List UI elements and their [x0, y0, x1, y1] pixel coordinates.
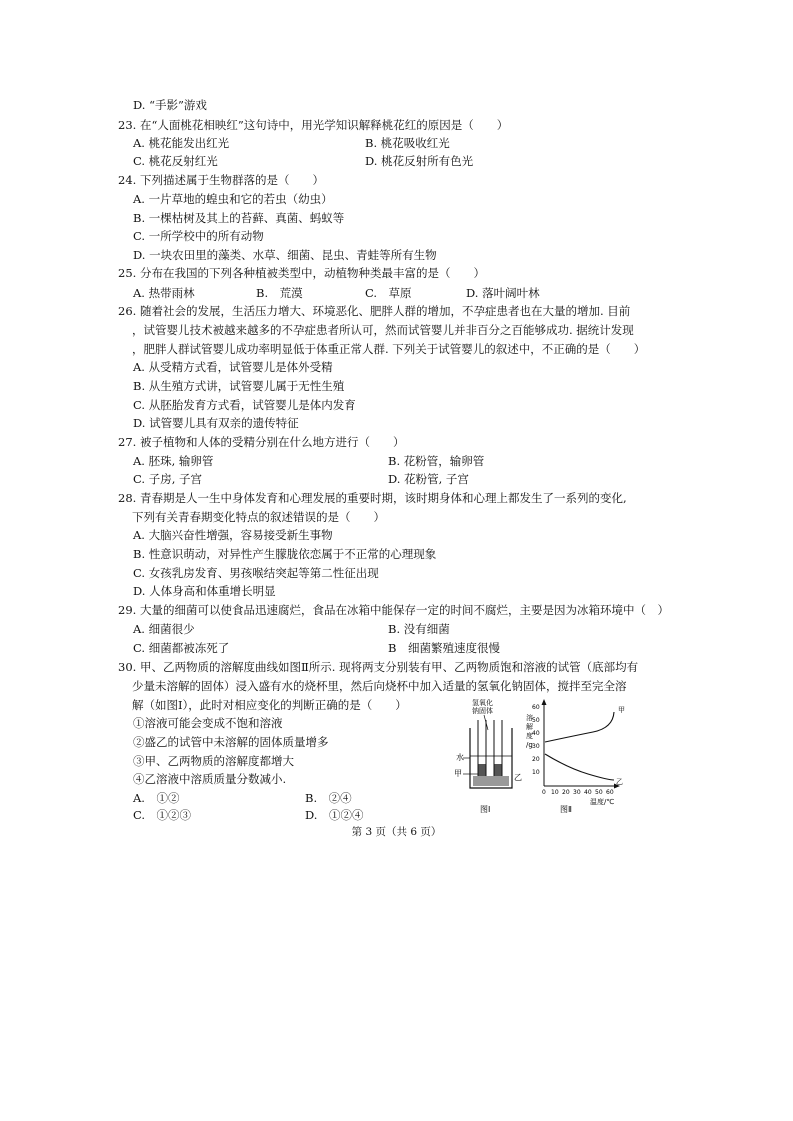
- q27-option-a: A. 胚珠, 输卵管: [133, 454, 214, 468]
- q25-option-c: C. 草原: [365, 286, 412, 300]
- q29-option-b: B. 没有细菌: [388, 622, 450, 636]
- y-tick-20: 20: [532, 756, 540, 763]
- x-ticks: [542, 789, 614, 796]
- q30-figure: [448, 698, 628, 816]
- q25-option-a: A. 热带雨林: [133, 286, 195, 300]
- x-tick-60: 60: [606, 789, 614, 796]
- q30-statement-4: ④乙溶液中溶质质量分数减小.: [133, 772, 287, 786]
- jia-left-label: 甲: [454, 769, 462, 778]
- naoh-label-line-2: 钠固体: [472, 707, 493, 715]
- q30-option-c: C. ①②③: [133, 808, 192, 822]
- q29-option-d: B 细菌繁殖速度很慢: [388, 641, 500, 655]
- q30-option-a: A. ①②: [133, 791, 180, 805]
- q30-statement-3: ③甲、乙两物质的溶解度都增大: [133, 754, 294, 768]
- q30-statement-2: ②盛乙的试管中未溶解的固体质量增多: [133, 735, 329, 749]
- q27-option-b: B. 花粉管，输卵管: [388, 454, 485, 468]
- curve-jia: [545, 712, 614, 742]
- y-tick-10: 10: [532, 769, 540, 776]
- x-tick-30: 30: [573, 789, 581, 796]
- page-footer: 第 3 页（共 6 页）: [351, 826, 442, 838]
- q30-stem-line-1: 30. 甲、乙两物质的溶解度曲线如图Ⅱ所示. 现将两支分别装有甲、乙两物质饱和溶液的试管（底部均有: [118, 660, 639, 674]
- yi-right-label: 乙: [514, 773, 522, 782]
- q26-stem-line-1: 26. 随着社会的发展，生活压力增大、环境恶化、肥胖人群的增加，不孕症患者也在大量的增加. 目前: [118, 304, 631, 318]
- q24-option-a: A. 一片草地的蝗虫和它的若虫（幼虫）: [133, 192, 333, 206]
- q27-stem: 27. 被子植物和人体的受精分别在什么地方进行（ ）: [118, 435, 405, 449]
- q28-stem-line-2: 下列有关青春期变化特点的叙述错误的是（ ）: [132, 510, 385, 524]
- naoh-solid-bottom: [473, 776, 509, 786]
- curve-yi-label: 乙: [616, 778, 623, 786]
- x-tick-50: 50: [595, 789, 603, 796]
- x-tick-40: 40: [584, 789, 592, 796]
- q23-option-b: B. 桃花吸收红光: [365, 136, 450, 150]
- y-tick-60: 60: [532, 704, 540, 711]
- y-axis-label-2: 解: [526, 723, 533, 731]
- curve-yi: [545, 754, 614, 780]
- previous-option-d: D. “手影”游戏: [133, 98, 207, 112]
- x-tick-10: 10: [551, 789, 559, 796]
- figure-2-label: 图Ⅱ: [560, 805, 572, 814]
- figure-1-beaker-diagram: [454, 698, 522, 814]
- y-axis-arrow: [542, 699, 547, 705]
- q23-option-d: D. 桃花反射所有色光: [365, 154, 474, 168]
- figure-svg: [448, 698, 628, 816]
- q24-option-c: C. 一所学校中的所有动物: [133, 229, 264, 243]
- q27-option-d: D. 花粉管, 子宫: [388, 472, 469, 486]
- q30-statement-1: ①溶液可能会变成不饱和溶液: [133, 716, 283, 730]
- q28-stem-line-1: 28. 青春期是人一生中身体发育和心理发展的重要时期，该时期身体和心理上都发生了一系列的变化,: [118, 491, 627, 505]
- q30-option-d: D. ①②④: [305, 808, 364, 822]
- q28-option-d: D. 人体身高和体重增长明显: [133, 584, 276, 598]
- q30-option-b: B. ②④: [305, 791, 352, 805]
- x-axis-label: 温度/℃: [590, 798, 615, 806]
- figure-1-label: 图Ⅰ: [480, 805, 491, 814]
- q29-stem: 29. 大量的细菌可以使食品迅速腐烂，食品在冰箱中能保存一定的时间不腐烂，主要是因为冰箱环境中（ ）: [118, 603, 669, 617]
- q28-option-b: B. 性意识萌动，对异性产生朦胧依恋属于不正常的心理现象: [133, 547, 437, 561]
- y-tick-40: 40: [532, 730, 540, 737]
- q25-option-b: B. 荒漠: [256, 286, 303, 300]
- q24-option-b: B. 一棵枯树及其上的苔藓、真菌、蚂蚁等: [133, 211, 345, 225]
- x-tick-0: 0: [542, 789, 546, 796]
- q29-option-c: C. 细菌都被冻死了: [133, 641, 230, 655]
- naoh-label-line-1: 氢氧化: [472, 699, 493, 707]
- y-tick-30: 30: [532, 743, 540, 750]
- q30-stem-line-2: 少量未溶解的固体）浸入盛有水的烧杯里，然后向烧杯中加入适量的氢氧化钠固体，搅拌至完全溶: [132, 679, 627, 693]
- y-tick-50: 50: [532, 717, 540, 724]
- x-tick-20: 20: [562, 789, 570, 796]
- water-label: 水: [456, 753, 464, 762]
- q24-stem: 24. 下列描述属于生物群落的是（ ）: [118, 173, 324, 187]
- q26-option-b: B. 从生殖方式讲，试管婴儿属于无性生殖: [133, 379, 345, 393]
- q23-option-c: C. 桃花反射红光: [133, 154, 218, 168]
- q26-option-c: C. 从胚胎发育方式看，试管婴儿是体内发育: [133, 398, 356, 412]
- q26-stem-line-2: ，试管婴儿技术被越来越多的不孕症患者所认可，然而试管婴儿并非百分之百能够成功. 据统计发现: [132, 323, 634, 337]
- q29-option-a: A. 细菌很少: [133, 622, 195, 636]
- q23-option-a: A. 桃花能发出红光: [133, 136, 230, 150]
- q23-stem: 23. 在“人面桃花相映红”这句诗中，用光学知识解释桃花红的原因是（ ）: [118, 118, 509, 132]
- q26-option-a: A. 从受精方式看，试管婴儿是体外受精: [133, 360, 333, 374]
- figure-2-solubility-chart: [526, 699, 625, 814]
- q25-option-d: D. 落叶阔叶林: [466, 286, 540, 300]
- q26-stem-line-3: ，肥胖人群试管婴儿成功率明显低于体重正常人群. 下列关于试管婴儿的叙述中，不正确的是（ ）: [132, 342, 646, 356]
- y-axis-label-4: /g: [526, 741, 533, 749]
- q30-stem-line-3: 解（如图Ⅰ），此时对相应变化的判断正确的是（ ）: [132, 698, 407, 712]
- curve-jia-label: 甲: [618, 706, 625, 714]
- q26-option-d: D. 试管婴儿具有双亲的遗传特征: [133, 416, 299, 430]
- q28-option-a: A. 大脑兴奋性增强，容易接受新生事物: [133, 528, 333, 542]
- y-axis-label-1: 溶: [526, 714, 533, 722]
- q28-option-c: C. 女孩乳房发育、男孩喉结突起等第二性征出现: [133, 566, 379, 580]
- y-axis-label-3: 度: [526, 732, 533, 740]
- q25-stem: 25. 分布在我国的下列各种植被类型中，动植物种类最丰富的是（ ）: [118, 266, 485, 280]
- y-ticks: [532, 704, 540, 776]
- q24-option-d: D. 一块农田里的藻类、水草、细菌、昆虫、青蛙等所有生物: [133, 248, 437, 262]
- q27-option-c: C. 子房, 子宫: [133, 472, 203, 486]
